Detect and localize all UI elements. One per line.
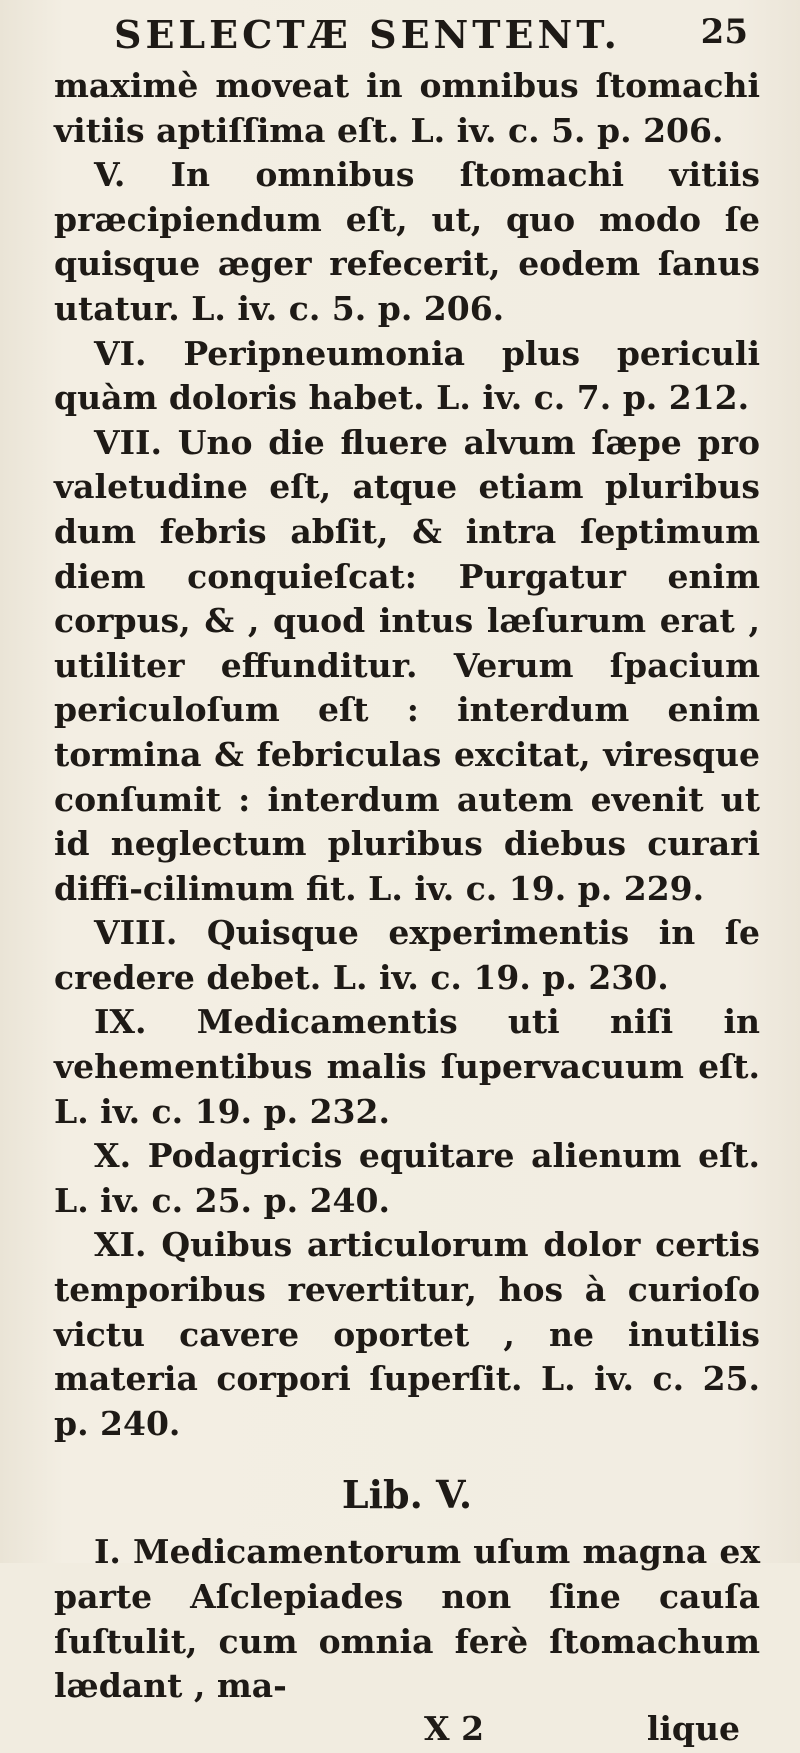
sentence-book5-i: I. Medicamentorum uſum magna ex parte Aſclepiades non ſine cauſa ſuſtulit, cum omnia ferè ſtomachum lædant , ma- <box>54 1532 760 1706</box>
sentence-x: X. Podagricis equitare alienum eſt. L. iv. c. 25. p. 240. <box>54 1136 760 1220</box>
catchword: lique <box>646 1708 740 1748</box>
page-number: 25 <box>700 12 748 52</box>
book-heading: Lib. V. <box>341 1472 473 1518</box>
sentence-xi: XI. Quibus articulorum dolor certis temporibus revertitur, hos à curioſo victu cavere oportet , ne inutilis materia corpori ſuperſit. L. iv. c. 25. p. 240. <box>54 1225 760 1443</box>
catchline <box>54 1709 760 1753</box>
sentence-vii: VII. Uno die fluere alvum ſæpe pro valetudine eſt, atque etiam pluribus dum febris abſit, & intra ſeptimum diem conquieſcat: Purgatur enim corpus, & , quod intus læſurum erat , utiliter effunditur. Verum ſpacium periculoſum eſt : interdum enim tormina & febriculas excitat, viresque conſumit : interdum autem evenit ut id neglectum pluribus diebus curari diffi-cilimum fit. L. iv. c. 19. p. 229. <box>54 422 760 908</box>
running-title: SELECTÆ SENTENT. <box>114 12 621 57</box>
sentence-v: V. In omnibus ſtomachi vitiis præcipiendum eſt, ut, quo modo ſe quisque æger refecerit, eodem ſanus utatur. L. iv. c. 5. p. 206. <box>54 155 760 328</box>
paragraph-continuation: maximè moveat in omnibus ſtomachi vitiis aptiſſima eſt. L. iv. c. 5. p. 206. <box>54 66 760 150</box>
signature-mark: X 2 <box>424 1708 485 1748</box>
body-text <box>54 64 760 1709</box>
sentence-ix: IX. Medicamentis uti niſi in vehementibus malis ſupervacuum eſt. L. iv. c. 19. p. 232. <box>54 1002 760 1131</box>
sentence-vi: VI. Peripneumonia plus periculi quàm doloris habet. L. iv. c. 7. p. 212. <box>54 333 760 418</box>
sentence-viii: VIII. Quisque experimentis in ſe credere debet. L. iv. c. 19. p. 230. <box>54 913 760 997</box>
running-head <box>54 8 760 58</box>
